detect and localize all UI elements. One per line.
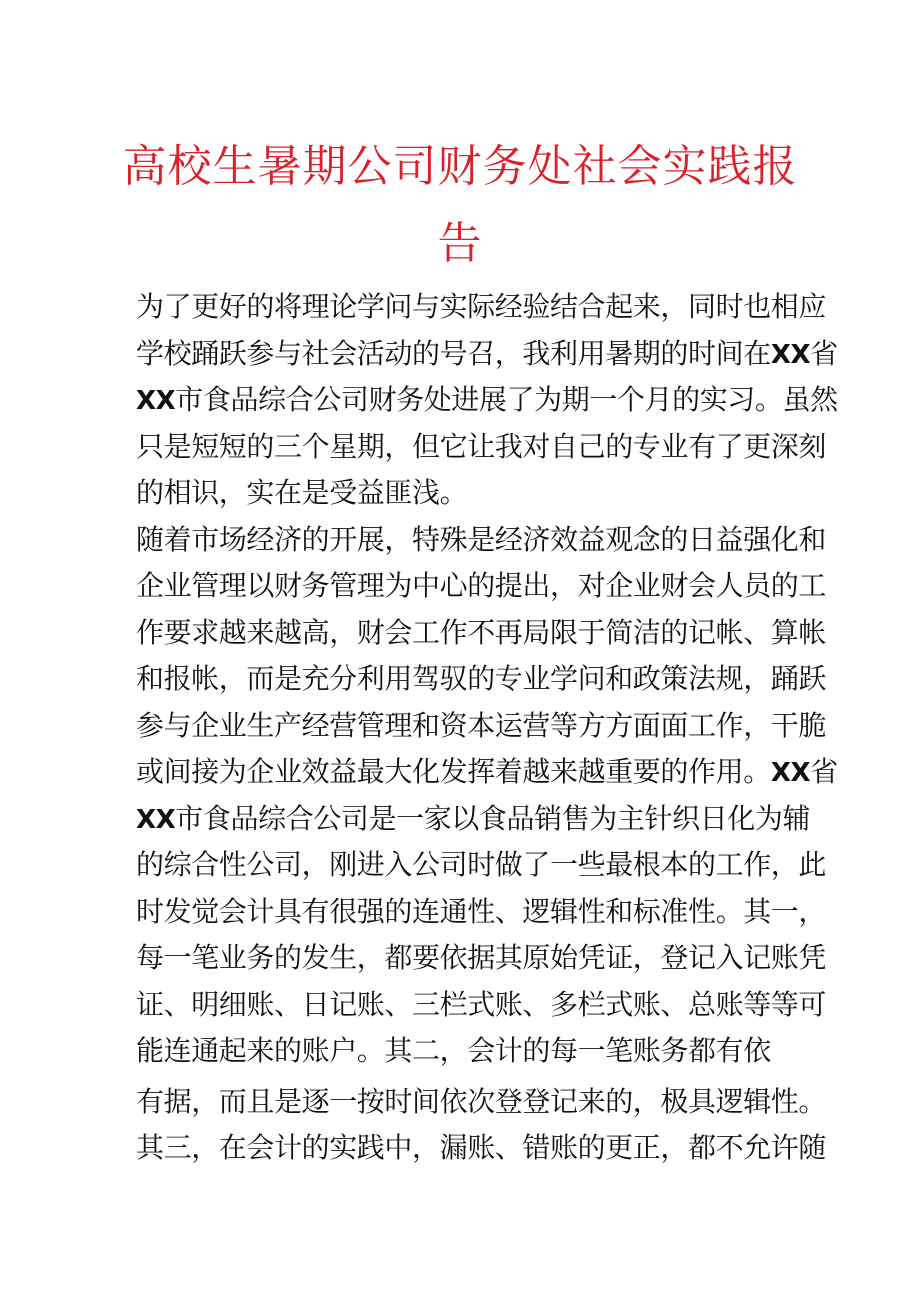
body-line	[136, 982, 827, 1029]
body-line	[136, 331, 838, 378]
body-line	[136, 284, 827, 331]
body-text-run: 随着市场经济的开展，特殊是经济效益观念的日益强化和	[136, 522, 827, 556]
placeholder-xx: XX	[770, 339, 811, 370]
body-text-run: 省	[810, 336, 838, 370]
document-title-line-1: 高校生暑期公司财务处社会实践报	[122, 141, 798, 192]
body-line	[136, 377, 838, 424]
body-line	[136, 1079, 827, 1126]
body-text-run: 时发觉会计具有很强的连通性、逻辑性和标准性。其一，	[136, 894, 827, 928]
body-text-run: 的综合性公司，刚进入公司时做了一些最根本的工作，此	[136, 848, 827, 881]
body-line	[136, 470, 804, 517]
body-text-run: 每一笔业务的发生，都要依据其原始凭证，登记入记账凭	[136, 941, 827, 974]
placeholder-xx: XX	[136, 386, 176, 416]
body-text-run: 作要求越来越高，财会工作不再局限于简洁的记帐、算帐	[136, 615, 827, 649]
placeholder-xx: XX	[770, 758, 811, 788]
document-body	[136, 284, 838, 1172]
body-text-run: 只是短短的三个星期，但它让我对自己的专业有了更深刻	[136, 429, 827, 463]
body-text-run: 能连通起来的账户。其二，会计的每一笔账务都有依	[136, 1034, 771, 1067]
body-text-run: 市食品综合公司财务处进展了为期一个月的实习。虽然	[175, 383, 838, 416]
body-line	[136, 796, 811, 843]
body-line	[136, 563, 827, 610]
body-line	[136, 935, 827, 982]
body-text-run: 参与企业生产经营管理和资本运营等方方面面工作，干脆	[136, 708, 827, 742]
document-title-line-2: 告	[437, 218, 483, 269]
body-text-run: 或间接为企业效益最大化发挥着越来越重要的作用。	[136, 755, 771, 788]
body-line	[136, 517, 827, 564]
body-text-run: 其三，在会计的实践中，漏账、错账的更正，都不允许随	[136, 1131, 827, 1164]
body-line	[136, 1125, 827, 1172]
body-text-run: 市食品综合公司是一家以食品销售为主针织日化为辅	[175, 801, 811, 835]
body-text-run: 的相识，实在是受益匪浅。	[136, 476, 468, 509]
body-line	[136, 1028, 804, 1075]
body-text-run: 企业管理以财务管理为中心的提出，对企业财会人员的工	[136, 569, 827, 602]
body-line	[136, 703, 827, 750]
body-text-run: 证、明细账、日记账、三栏式账、多栏式账、总账等等可	[136, 987, 827, 1021]
body-line	[136, 842, 827, 889]
body-text-run: 学校踊跃参与社会活动的号召，我利用暑期的时间在	[136, 336, 771, 370]
body-text-run: 为了更好的将理论学问与实际经验结合起来，同时也相应	[136, 290, 827, 323]
body-text-run: 省	[810, 755, 838, 788]
body-text-run: 有据，而且是逐一按时间依次登登记来的，极具逻辑性。	[136, 1084, 827, 1118]
body-text-run: 和报帐，而是充分利用驾驭的专业学问和政策法规，踊跃	[136, 662, 827, 695]
placeholder-xx: XX	[136, 804, 176, 835]
body-line	[136, 656, 827, 703]
body-line	[136, 610, 827, 657]
body-line	[136, 424, 827, 471]
body-line	[136, 889, 827, 936]
body-line	[136, 749, 838, 796]
